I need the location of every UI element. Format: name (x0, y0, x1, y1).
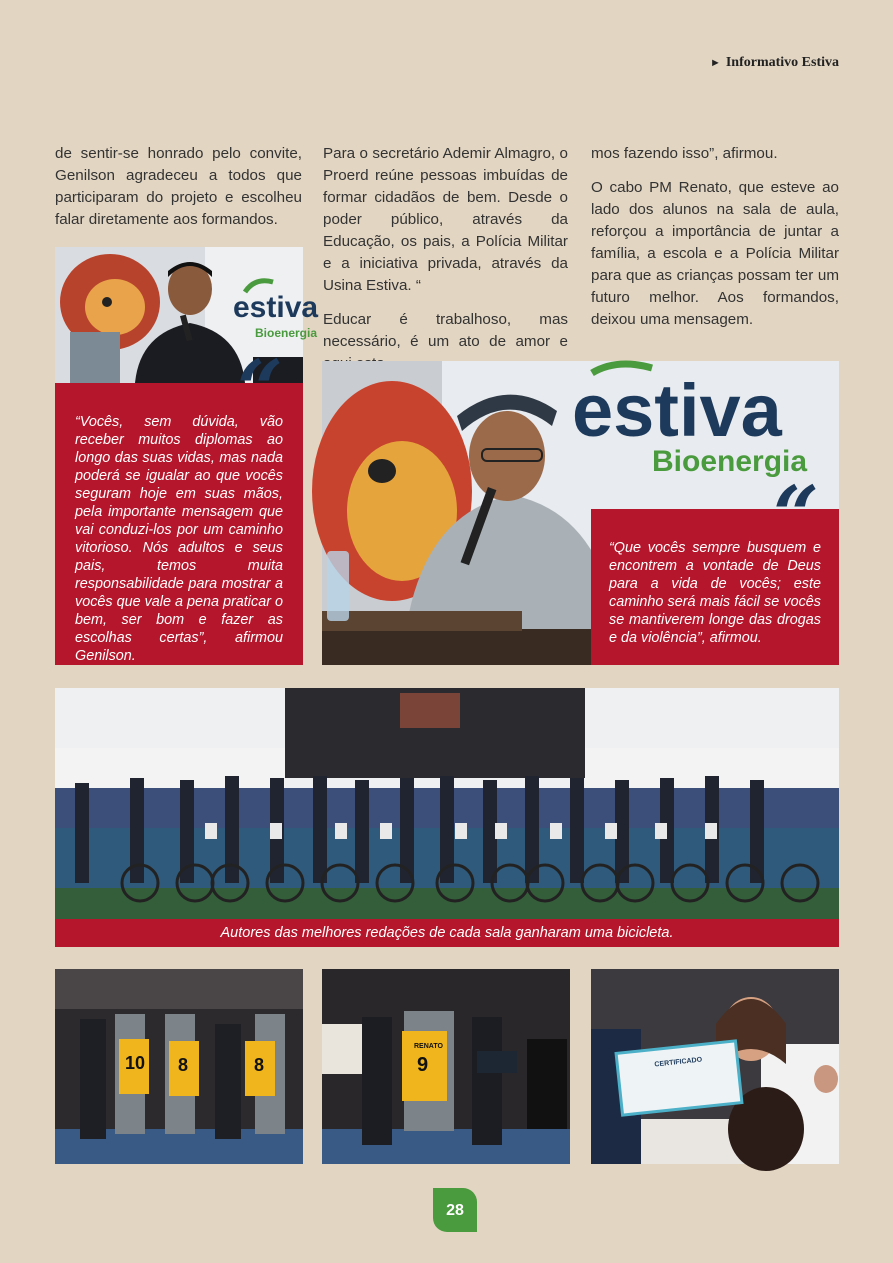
brand-logo-sub-1: Bioenergia (255, 326, 318, 340)
quote-box-renato (591, 468, 839, 665)
col3-paragraph-2: O cabo PM Renato, que esteve ao lado dos alunos na sala de aula, reforçou a importância de juntar a família, a escola e a Polícia Militar para que as crianças possam ter um futuro melhor. Aos formandos, deixou uma mensagem. (591, 179, 839, 328)
brand-logo-sub-2: Bioenergia (652, 445, 808, 478)
photo-jerseys-1 (55, 969, 303, 1164)
photo-caption: Autores das melhores redações de cada sala ganharam uma bicicleta. (55, 919, 839, 947)
jersey-number-10: 10 (125, 1053, 146, 1073)
quote-mark-icon: “ (773, 468, 820, 562)
photo-certificate-image (591, 969, 839, 1164)
certificate-title: CERTIFICADO (654, 1056, 703, 1069)
col3-paragraph-1: mos fazendo isso”, afirmou. (591, 145, 778, 162)
jersey-name-renato: RENATO (414, 1043, 443, 1050)
photo-jerseys-2-image (322, 969, 570, 1164)
brand-logo-text-1: estiva (233, 291, 319, 324)
text-column-1 (55, 143, 302, 243)
brand-logo-text-2: estiva (572, 369, 782, 452)
col1-paragraph: de sentir-se honrado pelo convite, Genilson agradeceu a todos que participaram do projeto e escolheu falar diretamente aos formandos. (55, 145, 302, 228)
quote-genilson-text: “Vocês, sem dúvida, vão receber muitos diplomas ao longo das suas vidas, mas nada poderá se igualar ao que vocês seguram hoje em suas mãos, pela importante mensagem que vai conduzi-los por um caminho vitorioso. Nós adultos e seus pais, temos muita responsabilidade para mostrar a vocês que vale a pena praticar o bem, ser bom e fazer as escolhas certas”, afirmou Genilson. (75, 414, 283, 664)
jersey-number-9: 9 (417, 1054, 429, 1076)
photo-bicycles-image (55, 688, 839, 919)
publication-header (710, 55, 839, 71)
jersey-number-8a: 8 (178, 1055, 189, 1075)
text-column-2 (323, 143, 568, 387)
photo-certificate (591, 969, 839, 1164)
col2-paragraph-2: Educar é trabalhoso, mas necessário, é um ato de amor e (323, 311, 568, 350)
photo-jerseys-2 (322, 969, 570, 1164)
photo-bicycle-winners (55, 688, 839, 919)
quote-mark-icon: “ (237, 342, 284, 436)
quote-box-genilson (55, 342, 303, 665)
triangle-icon: ► (709, 57, 721, 69)
text-column-3 (591, 143, 839, 343)
page-number: 28 (433, 1188, 477, 1232)
quote-renato-text: “Que vocês sempre busquem e encontrem a vontade de Deus para a vida de vocês; este caminho será mais fácil se vocês se mantiverem longe das drogas e da violência”, afirmou. (609, 540, 821, 646)
header-label: Informativo Estiva (725, 55, 839, 70)
jersey-number-8b: 8 (254, 1055, 265, 1075)
col2-paragraph-1: Para o secretário Ademir Almagro, o Proerd reúne pessoas imbuídas de formar cidadãos de bem. Desde o poder público, através da Educação, os pais, a Polícia Militar e a iniciativa privada, através da Usina Estiva. “ (323, 145, 568, 294)
photo-jerseys-1-image (55, 969, 303, 1164)
